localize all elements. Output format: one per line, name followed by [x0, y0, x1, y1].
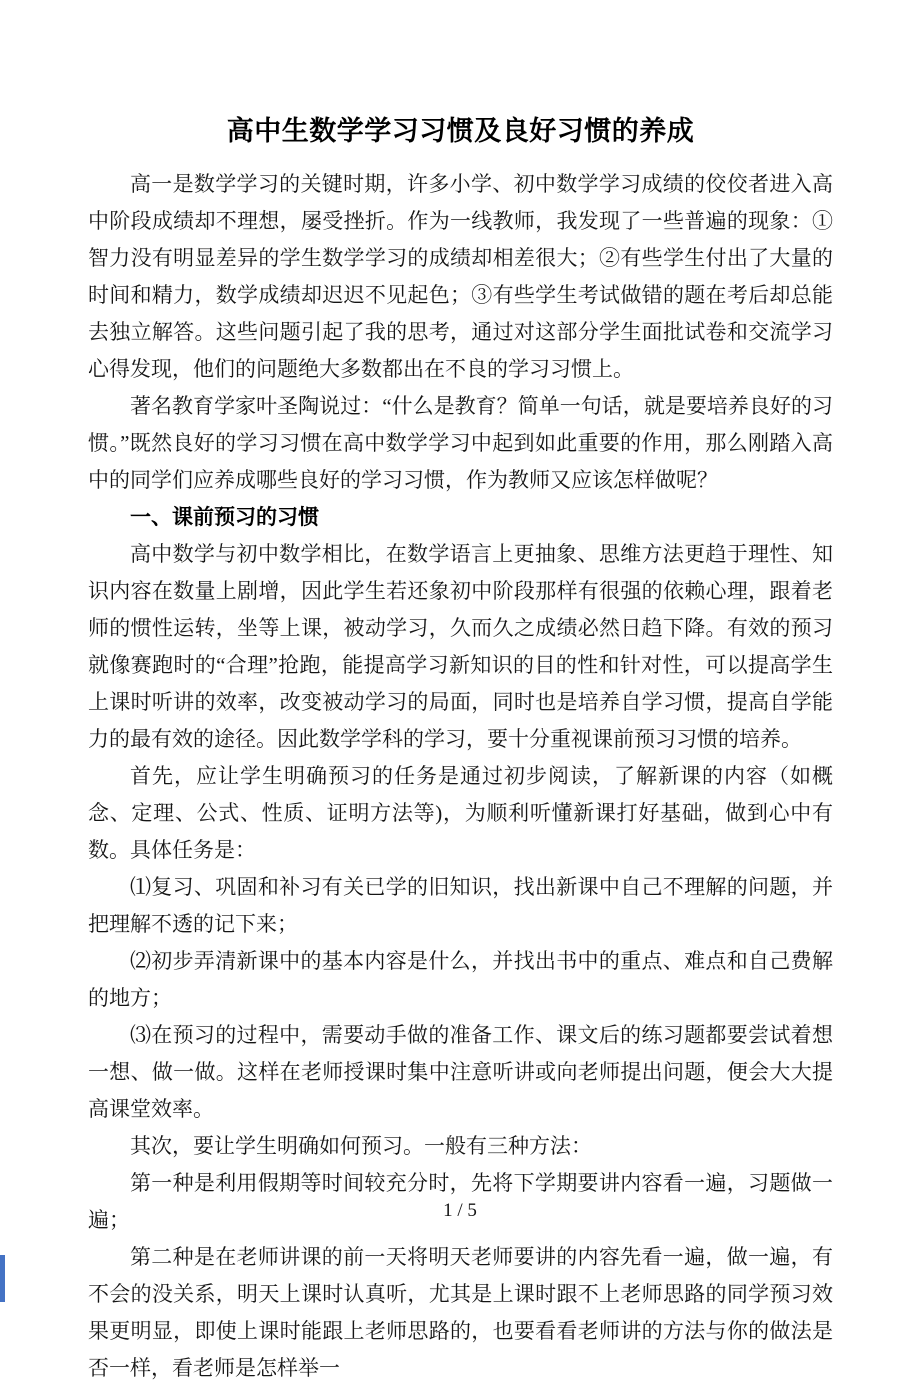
paragraph: 首先，应让学生明确预习的任务是通过初步阅读，了解新课的内容（如概念、定理、公式、性质、证明方法等)，为顺利听懂新课打好基础，做到心中有数。具体任务是： [88, 764, 833, 862]
paragraph: 高中数学与初中数学相比，在数学语言上更抽象、思维方法更趋于理性、知识内容在数量上剧增，因此学生若还象初中阶段那样有很强的依赖心理，跟着老师的惯性运转，坐等上课，被动学习，久而久之成绩必然日趋下降。有效的预习就像赛跑时的“合理”抢跑，能提高学习新知识的目的性和针对性，可以提高学生上课时听讲的效率，改变被动学习的局面，同时也是培养自学习惯，提高自学能力的最有效的途径。因此数学学科的学习，要十分重视课前预习习惯的培养。 [88, 542, 833, 751]
page-footer [0, 1196, 920, 1226]
left-edge-marker [0, 1255, 5, 1302]
document-content [88, 0, 833, 1387]
paragraph: 高一是数学学习的关键时期，许多小学、初中数学学习成绩的佼佼者进入高中阶段成绩却不理想，屡受挫折。作为一线教师，我发现了一些普遍的现象：①智力没有明显差异的学生数学学习的成绩却相差很大；②有些学生付出了大量的时间和精力，数学成绩却迟迟不见起色；③有些学生考试做错的题在考后却总能去独立解答。这些问题引起了我的思考，通过对这部分学生面批试卷和交流学习心得发现，他们的问题绝大多数都出在不良的学习习惯上。 [88, 172, 833, 381]
paragraph: ⑶在预习的过程中，需要动手做的准备工作、课文后的练习题都要尝试着想一想、做一做。这样在老师授课时集中注意听讲或向老师提出问题，便会大大提高课堂效率。 [88, 1023, 833, 1121]
paragraph: 其次，要让学生明确如何预习。一般有三种方法： [130, 1134, 592, 1158]
paragraph: 第二种是在老师讲课的前一天将明天老师要讲的内容先看一遍，做一遍，有不会的没关系，明天上课时认真听，尤其是上课时跟不上老师思路的同学预习效果更明显，即使上课时能跟上老师思路的，也要看看老师讲的方法与你的做法是否一样，看老师是怎样举一 [88, 1245, 833, 1380]
paragraph: ⑵初步弄清新课中的基本内容是什么，并找出书中的重点、难点和自己费解的地方； [88, 949, 833, 1010]
paragraph: ⑴复习、巩固和补习有关已学的旧知识，找出新课中自己不理解的问题，并把理解不透的记下来； [88, 875, 833, 936]
document-title: 高中生数学学习习惯及良好习惯的养成 [226, 116, 695, 146]
section-heading: 一、课前预习的习惯 [130, 506, 319, 529]
page-number: 1 / 5 [443, 1200, 477, 1221]
paragraph: 著名教育学家叶圣陶说过：“什么是教育？简单一句话，就是要培养良好的习惯。”既然良好的学习习惯在高中数学学习中起到如此重要的作用，那么刚踏入高中的同学们应养成哪些良好的学习习惯，作为教师又应该怎样做呢？ [88, 394, 833, 492]
paragraph: 第一种是利用假期等时间较充分时，先将下学期要讲内容看一遍，习题做一遍； [88, 1171, 833, 1232]
